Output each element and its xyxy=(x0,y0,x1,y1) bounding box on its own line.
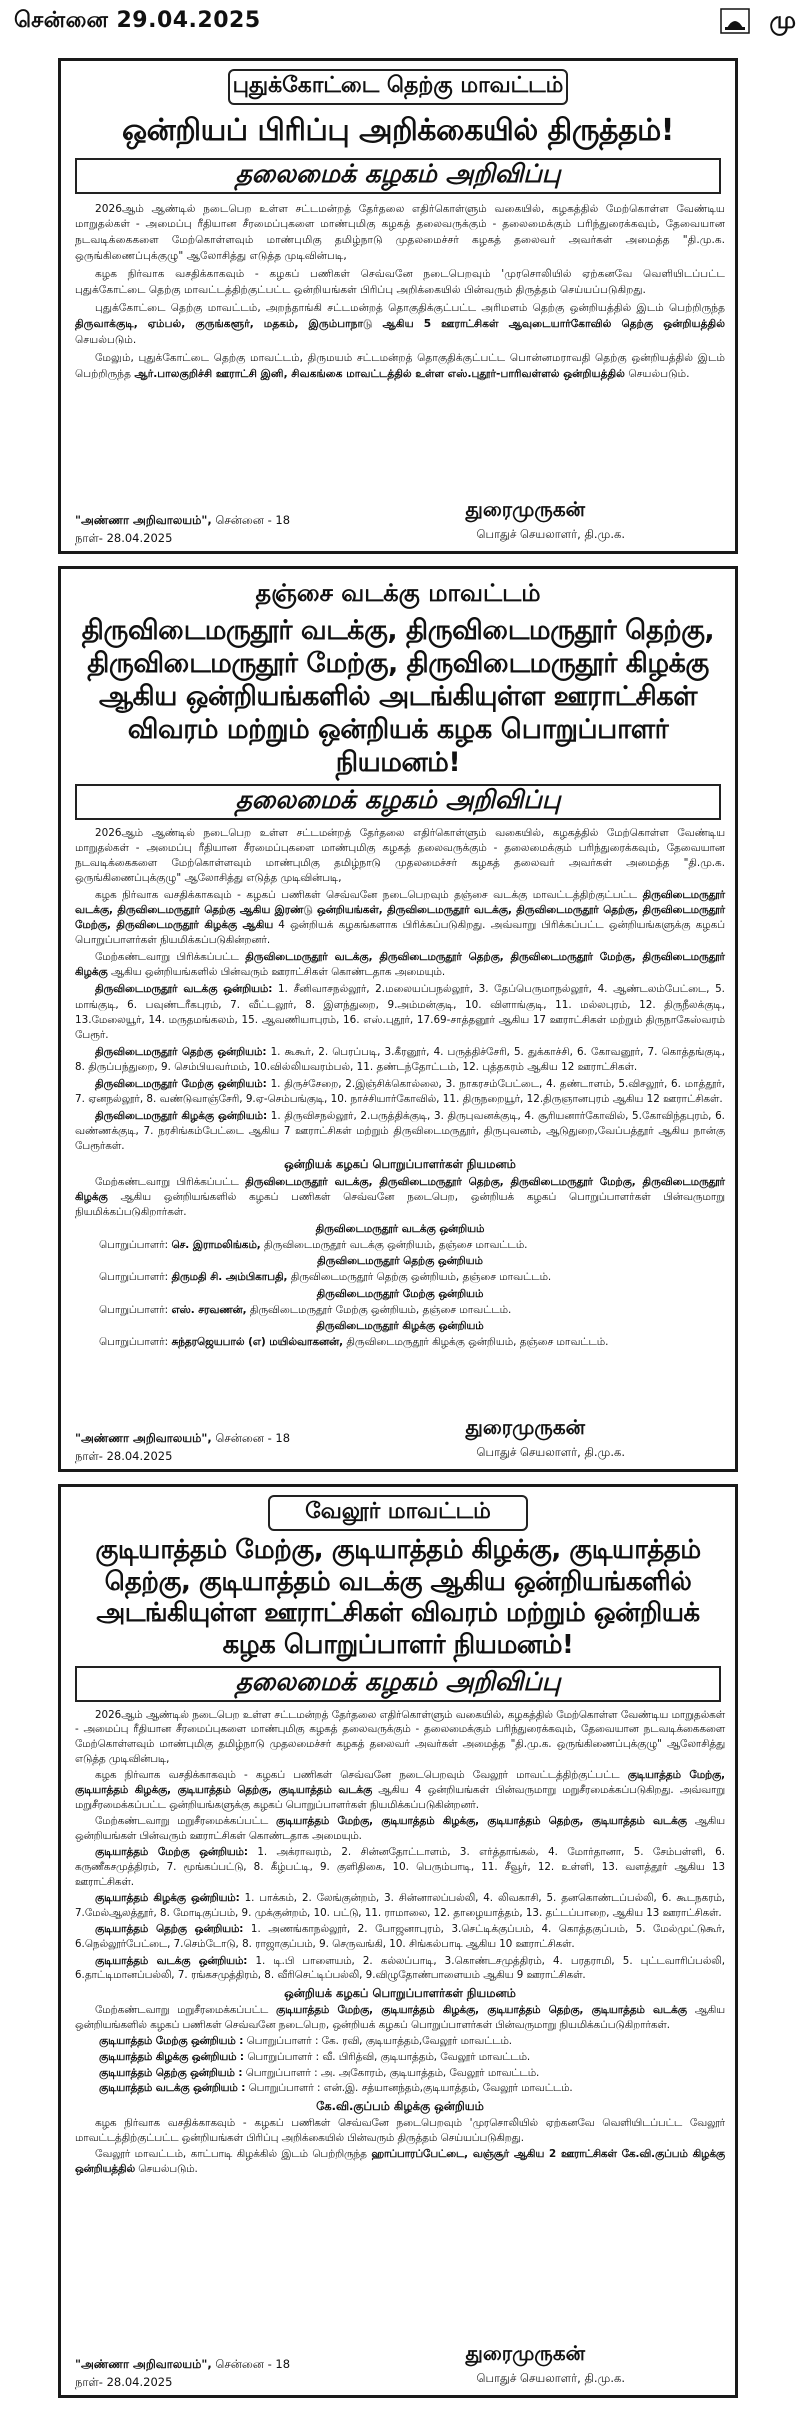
signatory-name: துரைமுருகன் xyxy=(465,2341,585,2365)
notice-pudukottai xyxy=(58,58,738,554)
masthead-dateline xyxy=(14,8,261,36)
appointment-entry: குடியாத்தம் மேற்கு ஒன்றியம் : பொறுப்பாளர் : கே. ரவி, குடியாத்தம்,வேலூர் மாவட்டம். xyxy=(99,2035,513,2048)
paragraph: மேற்கண்டவாறு மறுசீரமைக்கப்பட்ட குடியாத்தம் மேற்கு, குடியாத்தம் கிழக்கு, குடியாத்தம் தெற்கு, குடியாத்தம் வடக்கு ஆகிய ஒன்றியங்களில் கழகப் பணிகள் செவ்வனே நடைபெற, ஒன்றியக் கழகப் பொறுப்பாளர்கள் பின்வருமாறு நியமிக்கப்படுகிறார்கள். xyxy=(75,2004,726,2031)
masthead-edge-letter: மு xyxy=(769,6,796,34)
signatory-name: துரைமுருகன் xyxy=(465,1415,585,1439)
announcement-banner: தலைமைக் கழகம் அறிவிப்பு xyxy=(75,158,721,194)
kv-kuppam-heading: கே.வி.குப்பம் கிழக்கு ஒன்றியம் xyxy=(316,2098,484,2113)
notice-vellore xyxy=(58,1484,738,2398)
paragraph: 2026ஆம் ஆண்டில் நடைபெற உள்ள சட்டமன்றத் தேர்தலை எதிர்கொள்ளும் வகையில், கழகத்தில் மேற்கொள்ள வேண்டிய மாறுதல்கள் - அமைப்பு ரீதியான சீரமைப்புகளை மாண்புமிகு கழகத் தலைவருக்கும் - தலைமைக்கும் பரிந்துரைக்கவும், தேவையான நடவடிக்கைகளை மேற்கொள்ளவும் மாண்புமிகு தமிழ்நாடு முதலமைச்சர் கழகத் தலைவர் அவர்கள் அமைத்த "தி.மு.க. ஒருங்கிணைப்புக்குழு" ஆலோசித்து எடுத்த முடிவின்படி, xyxy=(75,826,725,884)
masthead xyxy=(0,0,800,44)
appointment-union-title: திருவிடைமருதூர் கிழக்கு ஒன்றியம் xyxy=(316,1319,484,1332)
signatory-post: பொதுச் செயலாளர், தி.மு.க. xyxy=(476,527,625,541)
notice-date: நாள்- 28.04.2025 xyxy=(75,1449,173,1463)
headline: திருவிடைமருதூர் வடக்கு, திருவிடைமருதூர் தெற்கு, திருவிடைமருதூர் மேற்கு, திருவிடைமருதூர் கிழக்கு ஆகிய ஒன்றியங்களில் அடங்கியுள்ள ஊராட்சிகள் விவரம் மற்றும் ஒன்றியக் கழக பொறுப்பாளர் நியமனம்! xyxy=(81,615,715,778)
appointment-entry: குடியாத்தம் தெற்கு ஒன்றியம் : பொறுப்பாளர் : அ. அகோரம், குடியாத்தம், வேலூர் மாவட்டம். xyxy=(99,2066,540,2079)
paragraph: கழக நிர்வாக வசதிக்காகவும் - கழகப் பணிகள் செவ்வனே நடைபெறவும் தஞ்சை வடக்கு மாவட்டத்திற்குட்பட்ட திருவிடைமருதூர் வடக்கு, திருவிடைமருதூர் தெற்கு ஆகிய இரண்டு ஒன்றியங்கள், திருவிடைமருதூர் வடக்கு, திருவிடைமருதூர் தெற்கு, திருவிடைமருதூர் மேற்கு, திருவிடைமருதூர் கிழக்கு ஆகிய 4 ஒன்றியக் கழகங்களாக பிரிக்கப்படுகிறது. அவ்வாறு பிரிக்கப்பட்ட ஒன்றியங்களுக்கு கழகப் பொறுப்பாளர்கள் நியமிக்கப்படுகின்றனர். xyxy=(75,889,726,947)
notice-footer xyxy=(61,2339,735,2395)
notice-date: நாள்- 28.04.2025 xyxy=(75,2375,173,2389)
notice-thanjavur-north xyxy=(58,566,738,1472)
office-address: "அண்ணா அறிவாலயம்", சென்னை - 18 xyxy=(75,2357,291,2371)
announcement-banner: தலைமைக் கழகம் அறிவிப்பு xyxy=(75,784,721,820)
appointment-heading: ஒன்றியக் கழகப் பொறுப்பாளர்கள் நியமனம் xyxy=(284,1985,516,2000)
appointment-entry: பொறுப்பாளர்: சுந்தரஜெயபால் (எ) மயில்வாகனன், திருவிடைமருதூர் கிழக்கு ஒன்றியம், தஞ்சை மாவட்டம். xyxy=(99,1335,609,1348)
notice-footer xyxy=(61,1413,735,1469)
appointment-entry: பொறுப்பாளர்: திருமதி சி. அம்பிகாபதி, திருவிடைமருதூர் தெற்கு ஒன்றியம், தஞ்சை மாவட்டம். xyxy=(99,1271,552,1284)
paragraph: மேற்கண்டவாறு மறுசீரமைக்கப்பட்ட குடியாத்தம் மேற்கு, குடியாத்தம் கிழக்கு, குடியாத்தம் தெற்கு, குடியாத்தம் வடக்கு ஆகிய ஒன்றியங்கள் பின்வரும் ஊராட்சிகள் கொண்டதாக அமையும். xyxy=(75,1815,726,1842)
paragraph: கழக நிர்வாக வசதிக்காகவும் - கழகப் பணிகள் செவ்வனே நடைபெறவும் வேலூர் மாவட்டத்திற்குட்பட்ட குடியாத்தம் மேற்கு, குடியாத்தம் கிழக்கு, குடியாத்தம் தெற்கு, குடியாத்தம் வடக்கு ஆகிய 4 ஒன்றியங்கள் பின்வருமாறு மறுசீரமைக்கப்படுகிறது. அவ்வாறு மறுசீரமைக்கப்பட்ட ஒன்றியங்களுக்கு கழகப் பொறுப்பாளர்கள் நியமிக்கப்படுகின்றனர். xyxy=(75,1769,725,1811)
announcement-banner: தலைமைக் கழகம் அறிவிப்பு xyxy=(75,1666,721,1702)
paragraph: கழக நிர்வாக வசதிக்காகவும் - கழகப் பணிகள் செவ்வனே நடைபெறவும் 'முரசொலியில் ஏற்கனவே வெளியிடப்பட்ட புதுக்கோட்டை தெற்கு மாவட்டத்திற்குட்பட்ட ஒன்றியங்கள் பிரிப்பு அறிக்கையில் பின்வரும் திருத்தம் செய்யப்படுகிறது. xyxy=(75,268,725,297)
signatory-name: துரைமுருகன் xyxy=(465,497,585,521)
headline: குடியாத்தம் மேற்கு, குடியாத்தம் கிழக்கு, குடியாத்தம் தெற்கு, குடியாத்தம் வடக்கு ஆகிய ஒன்றியங்களில் அடங்கியுள்ள ஊராட்சிகள் விவரம் மற்றும் ஒன்றியக் கழக பொறுப்பாளர் நியமனம்! xyxy=(95,1535,701,1661)
notice-body xyxy=(61,194,735,383)
appointment-entry: குடியாத்தம் வடக்கு ஒன்றியம் : பொறுப்பாளர் : என்.இ. சத்யானந்தம்,குடியாத்தம், வேலூர் மாவட்டம். xyxy=(99,2082,573,2095)
office-address: "அண்ணா அறிவாலயம்", சென்னை - 18 xyxy=(75,513,291,527)
paragraph: கழக நிர்வாக வசதிக்காகவும் - கழகப் பணிகள் செவ்வனே நடைபெறவும் 'முரசொலியில் ஏற்கனவே வெளியிடப்பட்ட வேலூர் மாவட்டத்திற்குட்பட்ட ஒன்றியங்கள் பிரிப்பு அறிக்கையில் பின்வரும் திருத்தம் செய்யப்படுகிறது. xyxy=(75,2117,725,2144)
notice-date: நாள்- 28.04.2025 xyxy=(75,531,173,545)
office-address: "அண்ணா அறிவாலயம்", சென்னை - 18 xyxy=(75,1431,291,1445)
paragraph: 2026ஆம் ஆண்டில் நடைபெற உள்ள சட்டமன்றத் தேர்தலை எதிர்கொள்ளும் வகையில், கழகத்தில் மேற்கொள்ள வேண்டிய மாறுதல்கள் - அமைப்பு ரீதியான சீரமைப்புகளை மாண்புமிகு கழகத் தலைவருக்கும் - தலைமைக்கும் பரிந்துரைக்கவும், தேவையான நடவடிக்கைகளை மேற்கொள்ளவும் மாண்புமிகு தமிழ்நாடு முதலமைச்சர் கழகத் தலைவர் அவர்கள் அமைத்த "தி.மு.க. ஒருங்கிணைப்புக்குழு" ஆலோசித்து எடுத்த முடிவின்படி, xyxy=(75,1708,725,1765)
paragraph: வேலூர் மாவட்டம், காட்பாடி கிழக்கில் இடம் பெற்றிருந்த ஹாப்பாரப்பேட்டை, வஞ்சூர் ஆகிய 2 ஊராட்சிகள் கே.வி.குப்பம் கிழக்கு ஒன்றியத்தில் செயல்படும். xyxy=(75,2148,725,2175)
notice-body xyxy=(61,820,735,1350)
district-title: தஞ்சை வடக்கு மாவட்டம் xyxy=(255,578,541,607)
union-list: திருவிடைமருதூர் மேற்கு ஒன்றியம்: 1. திருச்சேறை, 2.இஞ்சிக்கொல்லை, 3. நாகரசம்பேட்டை, 4. தண்டாளம், 5.விசலூர், 6. மாத்தூர், 7. ஏனநல்லூர், 8. வண்டுவாஞ்சேரி, 9.ஏ-செம்பங்குடி, 10. நாச்சியார்கோவில், 11. திருநறையூர், 12.திருஞானபுரம் ஆகிய 12 ஊராட்சிகள். xyxy=(75,1077,725,1106)
signatory-post: பொதுச் செயலாளர், தி.மு.க. xyxy=(476,2371,625,2385)
union-list: குடியாத்தம் வடக்கு ஒன்றியம்: 1. டி.பி பாளையம், 2. கல்லப்பாடி, 3.கொண்டசமுத்திரம், 4. பரதராமி, 5. புட்டவாரிப்பல்லி, 6.தாட்டிமானப்பல்லி, 7. ரங்கசமுத்திரம், 8. வீரிசெட்டிப்பல்லி, 9.விழுதோண்பாளையம் ஆகிய 9 ஊராட்சிகள். xyxy=(75,1954,726,1982)
masthead-date: 29.04.2025 xyxy=(116,8,261,33)
appointment-heading: ஒன்றியக் கழகப் பொறுப்பாளர்கள் நியமனம் xyxy=(284,1157,516,1172)
signatory-post: பொதுச் செயலாளர், தி.மு.க. xyxy=(476,1445,625,1459)
union-list: குடியாத்தம் மேற்கு ஒன்றியம்: 1. அக்ராவரம், 2. சின்னதோட்டாளம், 3. எர்த்தாங்கல், 4. மோர்தானா, 5. சேம்பள்ளி, 6. கருணீகசமுத்திரம், 7. மூங்கப்பட்டு, 8. கீழ்பட்டி, 9. குளிதிகை, 10. பெரும்பாடி, 11. சீவூர், 12. உள்ளி, 13. வளத்தூர் ஆகிய 13 ஊராட்சிகள். xyxy=(75,1846,726,1888)
paragraph: மேலும், புதுக்கோட்டை தெற்கு மாவட்டம், திருமயம் சட்டமன்றத் தொகுதிக்குட்பட்ட பொன்னமராவதி தெற்கு ஒன்றியத்தில் இடம் பெற்றிருந்த ஆர்.பாலகுறிச்சி ஊராட்சி இனி, சிவகங்கை மாவட்டத்தில் உள்ள எஸ்.புதூர்-பாரிவள்ளல் ஒன்றியத்தில் செயல்படும். xyxy=(75,351,725,380)
paragraph: மேற்கண்டவாறு பிரிக்கப்பட்ட திருவிடைமருதூர் வடக்கு, திருவிடைமருதூர் தெற்கு, திருவிடைமருதூர் மேற்கு, திருவிடைமருதூர் கிழக்கு ஆகிய ஒன்றியங்களில் பின்வரும் ஊராட்சிகள் கொண்டதாக அமையும். xyxy=(75,951,725,979)
appointment-entry: பொறுப்பாளர்: எஸ். சரவணன், திருவிடைமருதூர் மேற்கு ஒன்றியம், தஞ்சை மாவட்டம். xyxy=(99,1303,512,1316)
union-list: திருவிடைமருதூர் தெற்கு ஒன்றியம்: 1. கூகூர், 2. பெரப்படி, 3.கீரனூர், 4. பருத்திச்சேரி, 5. துக்காச்சி, 6. கோவனூர், 7. கொத்தங்குடி, 8. திருப்பந்துறை, 9. செம்பியவர்மம், 10.வில்லியவரம்பல், 11. தண்டந்தோட்டம், 12. புத்தகரம் ஆகிய 12 ஊராட்சிகள். xyxy=(75,1045,726,1073)
union-list: திருவிடைமருதூர் வடக்கு ஒன்றியம்: 1. சீனிவாசநல்லூர், 2.மலையப்பநல்லூர், 3. தேப்பெருமாநல்லூர், 4. ஆண்டலம்பேட்டை, 5. மாங்குடி, 6. பவுண்டரீகபுரம், 7. வீட்டலூர், 8. இளந்துறை, 9.அம்மன்குடி, 10. விளாங்குடி, 11. மல்லபுரம், 12. திருநீலக்குடி, 13.மேலையூர், 14. மருதமங்கலம், 15. ஆவணியாபுரம், 16. எஸ்.புதூர், 17.69-சாத்தனூர் ஆகிய 17 ஊராட்சிகள் மற்றும் திருநாகேஸ்வரம் பேரூர். xyxy=(75,983,725,1041)
paragraph: 2026ஆம் ஆண்டில் நடைபெற உள்ள சட்டமன்றத் தேர்தலை எதிர்கொள்ளும் வகையில், கழகத்தில் மேற்கொள்ள வேண்டிய மாறுதல்கள் - அமைப்பு ரீதியான சீரமைப்புகளை மாண்புமிகு கழகத் தலைவருக்கும் - தலைமைக்கும் பரிந்துரைக்கவும், தேவையான நடவடிக்கைகளை மேற்கொள்ளவும் மாண்புமிகு தமிழ்நாடு முதலமைச்சர் கழகத் தலைவர் அவர்கள் அமைத்த "தி.மு.க. ஒருங்கிணைப்புக்குழு" ஆலோசித்து எடுத்த முடிவின்படி, xyxy=(75,202,725,263)
district-title: புதுக்கோட்டை தெற்கு மாவட்டம் xyxy=(228,69,568,105)
union-list: குடியாத்தம் தெற்கு ஒன்றியம்: 1. அணங்காநல்லூர், 2. போஜனாபுரம், 3.செட்டிக்குப்பம், 4. கொத்தகுப்பம், 5. மேல்முட்டுகூர், 6.நெல்லூர்பேட்டை, 7.செம்டோடு, 8. ராஜாகுப்பம், 9. செருவங்கி, 10. சிங்கல்பாடி ஆகிய 10 ஊராட்சிகள். xyxy=(75,1923,725,1951)
appointment-entry: பொறுப்பாளர்: செ. இராமலிங்கம், திருவிடைமருதூர் வடக்கு ஒன்றியம், தஞ்சை மாவட்டம். xyxy=(99,1239,528,1252)
notice-body xyxy=(61,1702,735,2177)
appointment-entry: குடியாத்தம் கிழக்கு ஒன்றியம் : பொறுப்பாளர் : வீ. பிரித்வி, குடியாத்தம், வேலூர் மாவட்டம். xyxy=(99,2051,531,2063)
union-list: குடியாத்தம் கிழக்கு ஒன்றியம்: 1. பாக்கம், 2. லேங்குன்றம், 3. சின்னாலப்பல்லி, 4. லிவகாசி, 5. தனகொண்டப்பல்லி, 6. கூடநகரம், 7.மேல்ஆலத்தூர், 8. மோடிகுப்பம், 9. முக்குன்றம், 10. பட்டு, 11. ராமாலை, 12. தாழையாத்தம், 13. தட்டப்பாறை, ஆகிய 13 ஊராட்சிகள். xyxy=(75,1892,725,1919)
headline: ஒன்றியப் பிரிப்பு அறிக்கையில் திருத்தம்! xyxy=(122,113,674,148)
appointment-union-title: திருவிடைமருதூர் வடக்கு ஒன்றியம் xyxy=(315,1223,485,1236)
appointment-union-title: திருவிடைமருதூர் மேற்கு ஒன்றியம் xyxy=(316,1287,484,1300)
rising-sun-emblem-icon xyxy=(720,8,750,34)
paragraph: மேற்கண்டவாறு பிரிக்கப்பட்ட திருவிடைமருதூர் வடக்கு, திருவிடைமருதூர் தெற்கு, திருவிடைமருதூர் மேற்கு, திருவிடைமருதூர் கிழக்கு ஆகிய ஒன்றியங்களில் கழகப் பணிகள் செவ்வனே நடைபெற, ஒன்றியக் கழகப் பொறுப்பாளர்கள் பின்வருமாறு நியமிக்கப்படுகிறார்கள். xyxy=(75,1176,725,1219)
paragraph: புதுக்கோட்டை தெற்கு மாவட்டம், அறந்தாங்கி சட்டமன்றத் தொகுதிக்குட்பட்ட அரிமளம் தெற்கு ஒன்றியத்தில் இடம் பெற்றிருந்த திருவாக்குடி, ஏம்பல், குருங்களூர், மதகம், இரும்பாநாடு ஆகிய 5 ஊராட்சிகள் ஆவுடையார்கோவில் தெற்கு ஒன்றியத்தில் செயல்படும். xyxy=(75,301,725,346)
appointment-union-title: திருவிடைமருதூர் தெற்கு ஒன்றியம் xyxy=(317,1255,483,1268)
district-title: வேலூர் மாவட்டம் xyxy=(268,1495,528,1531)
notice-footer xyxy=(61,495,735,551)
masthead-city: சென்னை xyxy=(14,8,109,33)
union-list: திருவிடைமருதூர் கிழக்கு ஒன்றியம்: 1. திருவிசநல்லூர், 2.பருத்திக்குடி, 3. திருபுவனக்குடி, 4. சூரியனார்கோவில், 5.கோவிந்தபுரம், 6. வண்ணக்குடி, 7. நரசிங்கம்பேட்டை ஆகிய 7 ஊராட்சிகள் மற்றும் திருவிடைமருதூர், திருபுவனம், ஆடுதுறை,வேப்பத்தூர் ஆகிய நான்கு பேரூர்கள். xyxy=(75,1110,725,1153)
